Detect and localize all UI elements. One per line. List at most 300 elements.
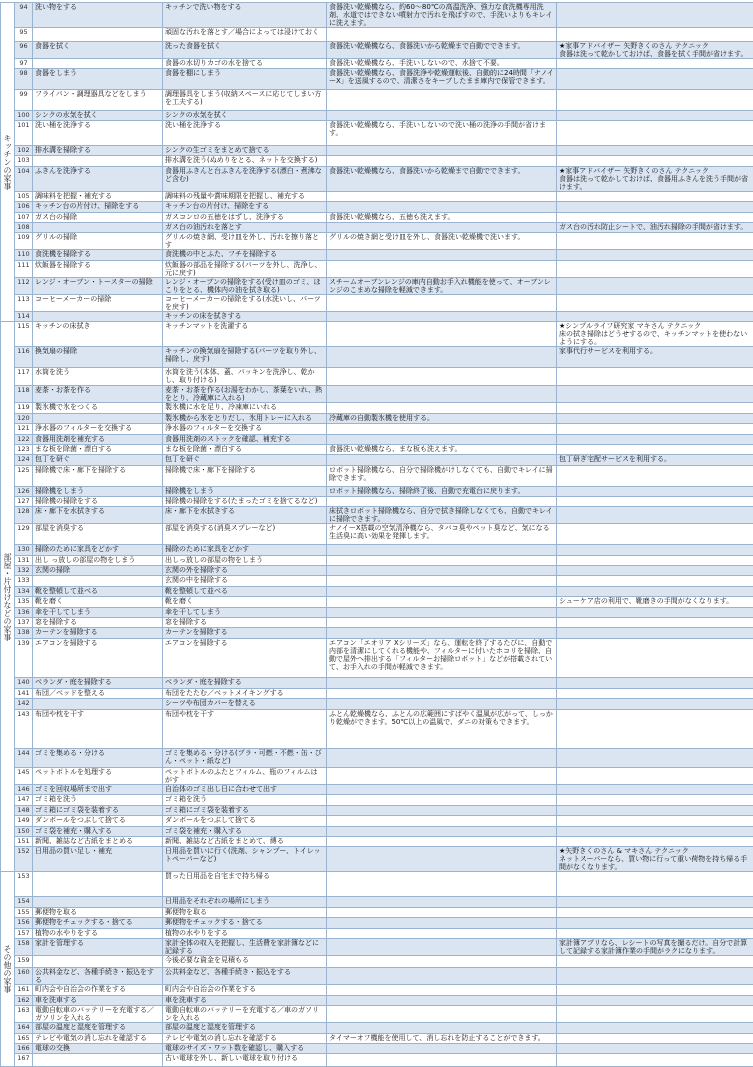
table-row xyxy=(1,68,753,89)
task-detail: ダンボールをつぶして捨てる xyxy=(163,816,327,826)
table-row xyxy=(1,1006,753,1023)
task-detail: 玄関の中を掃除する xyxy=(163,576,327,586)
row-number: 159 xyxy=(15,955,33,967)
row-number: 114 xyxy=(15,311,33,321)
expert-tip xyxy=(557,767,753,784)
appliance-tip xyxy=(327,597,557,607)
row-number: 118 xyxy=(15,385,33,403)
row-number: 106 xyxy=(15,202,33,212)
task-name: 靴を磨く xyxy=(33,597,163,607)
appliance-tip: タイマーオフ機能を使用して、消し忘れを防止することができます。 xyxy=(327,1033,557,1043)
expert-tip xyxy=(557,156,753,166)
table-row xyxy=(1,638,753,678)
appliance-tip xyxy=(327,826,557,836)
expert-tip xyxy=(557,678,753,688)
row-number: 157 xyxy=(15,928,33,938)
expert-tip: ガス台の汚れ防止シートで、油汚れ掃除の手間が省けます。 xyxy=(557,222,753,232)
expert-tip xyxy=(557,202,753,212)
task-name xyxy=(33,311,163,321)
task-name: レンジ・オーブン・トースターの掃除 xyxy=(33,277,163,294)
task-detail: 掃除機で床・廊下を掃除する xyxy=(163,465,327,486)
task-name: キッチン台の片付け、掃除をする xyxy=(33,202,163,212)
appliance-tip xyxy=(327,222,557,232)
task-name: 布団や枕を干す xyxy=(33,709,163,749)
task-detail: 自治体のゴミ出し日に合わせて出す xyxy=(163,784,327,794)
expert-tip xyxy=(557,413,753,423)
task-name: 掃除のために家具をどかす xyxy=(33,545,163,555)
task-name: ゴミ箱を洗う xyxy=(33,795,163,805)
table-row xyxy=(1,403,753,413)
appliance-tip: ロボット掃除機なら、掃除終了後、自動で充電台に戻ります。 xyxy=(327,486,557,496)
table-row xyxy=(1,545,753,555)
expert-tip xyxy=(557,995,753,1005)
task-detail: ゴミ箱にゴミ袋を装着する xyxy=(163,805,327,815)
appliance-tip xyxy=(327,907,557,917)
appliance-tip: 食器洗い乾燥機なら、食器洗いから乾燥まで自動でできます。 xyxy=(327,166,557,191)
row-number: 131 xyxy=(15,555,33,565)
row-number: 134 xyxy=(15,586,33,596)
task-detail: 排水溝を洗う(ぬめりをとる、ネットを交換する) xyxy=(163,156,327,166)
task-detail: エアコンを掃除する xyxy=(163,638,327,678)
row-number: 138 xyxy=(15,628,33,638)
appliance-tip xyxy=(327,795,557,805)
appliance-tip xyxy=(327,805,557,815)
task-detail: 玄関の外を掃除する xyxy=(163,566,327,576)
task-detail: 靴を整頓して並べる xyxy=(163,586,327,596)
appliance-tip xyxy=(327,424,557,434)
appliance-tip: 冷蔵庫の自動製氷機を使用する。 xyxy=(327,413,557,423)
task-name: 包丁を研ぐ xyxy=(33,455,163,465)
task-name: 靴を整頓して並べる xyxy=(33,586,163,596)
table-row xyxy=(1,413,753,423)
appliance-tip xyxy=(327,191,557,201)
task-detail: 布団や枕を干す xyxy=(163,709,327,749)
task-detail: 郵便物をチェックする・捨てる xyxy=(163,918,327,928)
table-row xyxy=(1,465,753,486)
expert-tip: 家事代行サービスを利用する。 xyxy=(557,347,753,368)
task-name xyxy=(33,413,163,423)
expert-tip xyxy=(557,576,753,586)
task-name xyxy=(33,897,163,907)
row-number: 136 xyxy=(15,607,33,617)
appliance-tip: 食器洗い乾燥機なら、手洗いしないので、水捨て不要。 xyxy=(327,58,557,68)
expert-tip xyxy=(557,545,753,555)
task-detail: シーツや布団カバーを替える xyxy=(163,699,327,709)
appliance-tip xyxy=(327,576,557,586)
task-name: 食器用洗剤を補充する xyxy=(33,434,163,444)
row-number: 124 xyxy=(15,455,33,465)
expert-tip xyxy=(557,955,753,967)
task-name: 電動自転車のバッテリーを充電する／ガソリンを入れる xyxy=(33,1006,163,1023)
task-name: 床・廊下を水拭きする xyxy=(33,507,163,524)
table-row xyxy=(1,311,753,321)
task-detail: ゴミを集める・分ける(プラ・可燃・不燃・缶・びん・ペット・紙など) xyxy=(163,749,327,768)
row-number: 139 xyxy=(15,638,33,678)
row-number: 101 xyxy=(15,120,33,145)
appliance-tip xyxy=(327,749,557,768)
row-number: 115 xyxy=(15,322,33,347)
row-number: 130 xyxy=(15,545,33,555)
appliance-tip xyxy=(327,985,557,995)
task-name: ゴミ箱にゴミ袋を装着する xyxy=(33,805,163,815)
task-name: 排水溝を掃除する xyxy=(33,145,163,155)
row-number: 103 xyxy=(15,156,33,166)
task-detail: 包丁を研ぐ xyxy=(163,455,327,465)
task-detail: 買った日用品を自宅まで持ち帰る xyxy=(163,872,327,897)
task-name: 食洗機を掃除する xyxy=(33,250,163,260)
task-name: 新聞、雑誌など古紙をまとめる xyxy=(33,836,163,846)
table-row xyxy=(1,607,753,617)
expert-tip xyxy=(557,465,753,486)
appliance-tip xyxy=(327,1023,557,1033)
task-detail: ゴミ箱を洗う xyxy=(163,795,327,805)
task-detail: ベランダ・庭を掃除する xyxy=(163,678,327,688)
task-detail: 電動自転車のバッテリーを充電する／車のガソリンを入れる xyxy=(163,1006,327,1023)
row-number: 100 xyxy=(15,110,33,120)
task-name: 掃除機をしまう xyxy=(33,486,163,496)
expert-tip xyxy=(557,586,753,596)
task-name: 換気扇の掃除 xyxy=(33,347,163,368)
table-row xyxy=(1,202,753,212)
task-detail: 部屋を消臭する(消臭スプレーなど) xyxy=(163,524,327,545)
task-detail: 調味料の残量や賞味期限を把握し、補充する xyxy=(163,191,327,201)
task-detail: 浄水器のフィルターを交換する xyxy=(163,424,327,434)
expert-tip xyxy=(557,145,753,155)
table-row xyxy=(1,41,753,58)
row-number: 110 xyxy=(15,250,33,260)
expert-tip: ★シンプルライフ研究家 マキさん テクニック 床の拭き掃除はどうせするので、キッチンマットを使わないようにする。 xyxy=(557,322,753,347)
expert-tip xyxy=(557,120,753,145)
expert-tip: ★家事アドバイザー 矢野きくのさん テクニック 食器は洗って乾かしておけば、食器を拭く手間が省けます。 xyxy=(557,41,753,58)
expert-tip xyxy=(557,836,753,846)
task-name: まな板を除菌・漂白する xyxy=(33,444,163,454)
task-name xyxy=(33,156,163,166)
expert-tip xyxy=(557,497,753,507)
expert-tip xyxy=(557,507,753,524)
table-row xyxy=(1,872,753,897)
table-row xyxy=(1,120,753,145)
task-name xyxy=(33,872,163,897)
row-number: 163 xyxy=(15,1006,33,1023)
appliance-tip: 食器洗い乾燥機なら、まな板も洗えます。 xyxy=(327,444,557,454)
row-number: 109 xyxy=(15,233,33,250)
table-row xyxy=(1,89,753,110)
task-name xyxy=(33,222,163,232)
task-detail: 植物の水やりをする xyxy=(163,928,327,938)
chore-table-body xyxy=(1,3,753,1067)
task-name: ゴミを回収場所まで出す xyxy=(33,784,163,794)
row-number: 95 xyxy=(15,28,33,42)
row-number: 111 xyxy=(15,260,33,277)
expert-tip xyxy=(557,638,753,678)
table-row xyxy=(1,424,753,434)
task-detail: 日用品を買いに行く(洗剤、シャンプー、トイレットペーパーなど) xyxy=(163,847,327,872)
appliance-tip: 食器洗い乾燥機なら、食器洗浄や乾燥運転後、自動的に24時間「ナノイーX」を送風するので、清潔さをキープしたまま庫内で保管できます。 xyxy=(327,68,557,89)
row-number: 153 xyxy=(15,872,33,897)
expert-tip xyxy=(557,3,753,28)
task-detail: ゴミ袋を補充・購入する xyxy=(163,826,327,836)
appliance-tip xyxy=(327,1006,557,1023)
appliance-tip xyxy=(327,872,557,897)
task-name: 郵便物を取る xyxy=(33,907,163,917)
row-number: 147 xyxy=(15,795,33,805)
expert-tip: ★家事アドバイザー 矢野きくのさん テクニック 食器は洗って乾かしておけば、食器用ふきんを洗う手間が省けます。 xyxy=(557,166,753,191)
table-row xyxy=(1,897,753,907)
task-name: 玄関の掃除 xyxy=(33,566,163,576)
row-number: 122 xyxy=(15,434,33,444)
expert-tip xyxy=(557,1044,753,1054)
expert-tip xyxy=(557,618,753,628)
task-name xyxy=(33,576,163,586)
table-row xyxy=(1,156,753,166)
task-detail: コーヒーメーカーの掃除をする(水洗いし、パーツを戻す) xyxy=(163,294,327,311)
appliance-tip xyxy=(327,403,557,413)
expert-tip xyxy=(557,709,753,749)
appliance-tip xyxy=(327,110,557,120)
task-name: エアコンを掃除する xyxy=(33,638,163,678)
appliance-tip xyxy=(327,89,557,110)
appliance-tip xyxy=(327,928,557,938)
row-number: 117 xyxy=(15,367,33,385)
expert-tip xyxy=(557,28,753,42)
task-detail: キッチンの床を拭きする xyxy=(163,311,327,321)
expert-tip xyxy=(557,928,753,938)
row-number: 158 xyxy=(15,938,33,955)
table-row xyxy=(1,486,753,496)
table-row xyxy=(1,847,753,872)
table-row xyxy=(1,597,753,607)
task-detail: 掃除のために家具をどかす xyxy=(163,545,327,555)
table-row xyxy=(1,3,753,28)
row-number: 126 xyxy=(15,486,33,496)
task-detail: 洗い桶を洗浄する xyxy=(163,120,327,145)
table-row xyxy=(1,367,753,385)
row-number: 97 xyxy=(15,58,33,68)
expert-tip xyxy=(557,907,753,917)
task-name: 布団／ベッドを整える xyxy=(33,688,163,698)
task-detail: シンクの水気を拭く xyxy=(163,110,327,120)
task-detail: カーテンを掃除する xyxy=(163,628,327,638)
appliance-tip xyxy=(327,250,557,260)
table-row xyxy=(1,816,753,826)
row-number: 96 xyxy=(15,41,33,58)
appliance-tip xyxy=(327,767,557,784)
task-name: グリルの掃除 xyxy=(33,233,163,250)
row-number: 108 xyxy=(15,222,33,232)
appliance-tip xyxy=(327,347,557,368)
table-row xyxy=(1,322,753,347)
expert-tip xyxy=(557,260,753,277)
expert-tip xyxy=(557,795,753,805)
appliance-tip xyxy=(327,618,557,628)
task-name: 洗い物をする xyxy=(33,3,163,28)
task-detail: 水筒を洗う(本体、蓋、パッキンを洗浄し、乾かし、取り付ける) xyxy=(163,367,327,385)
task-name xyxy=(33,28,163,42)
row-number: 104 xyxy=(15,166,33,191)
row-number: 121 xyxy=(15,424,33,434)
appliance-tip xyxy=(327,784,557,794)
task-detail: 炊飯器の部品を掃除する(パーツを外し、洗浄し、元に戻す) xyxy=(163,260,327,277)
appliance-tip: ふとん乾燥機なら、ふとんの広範囲にすばやく温風が広がって、しっかり乾燥ができます。50℃以上の温風で、ダニの対策もできます。 xyxy=(327,709,557,749)
expert-tip xyxy=(557,897,753,907)
row-number: 102 xyxy=(15,145,33,155)
task-name: 窓を掃除する xyxy=(33,618,163,628)
task-detail: キッチンの換気扇を掃除する(パーツを取り外し、掃除し、戻す) xyxy=(163,347,327,368)
table-row xyxy=(1,618,753,628)
task-detail: キッチンマットを洗濯する xyxy=(163,322,327,347)
task-name xyxy=(33,1054,163,1066)
appliance-tip xyxy=(327,607,557,617)
task-name: 炊飯器を掃除する xyxy=(33,260,163,277)
task-name: コーヒーメーカーの掃除 xyxy=(33,294,163,311)
row-number: 120 xyxy=(15,413,33,423)
task-name: 郵便物をチェックする・捨てる xyxy=(33,918,163,928)
table-row xyxy=(1,28,753,42)
table-row xyxy=(1,826,753,836)
task-detail: グリルの焼き網、受け皿を外し、汚れを擦り落とす xyxy=(163,233,327,250)
expert-tip xyxy=(557,191,753,201)
expert-tip xyxy=(557,110,753,120)
task-name: ガス台の掃除 xyxy=(33,212,163,222)
row-number: 129 xyxy=(15,524,33,545)
category-cell xyxy=(1,322,15,872)
task-name: フライパン・調理器具などをしまう xyxy=(33,89,163,110)
row-number: 149 xyxy=(15,816,33,826)
task-name: ダンボールをつぶして捨てる xyxy=(33,816,163,826)
table-row xyxy=(1,385,753,403)
appliance-tip: ロボット掃除機なら、自分で掃除機がけしなくても、自動でキレイに掃除できます。 xyxy=(327,465,557,486)
task-detail: 食器の水切りカゴの水を捨てる xyxy=(163,58,327,68)
row-number: 135 xyxy=(15,597,33,607)
table-row xyxy=(1,166,753,191)
task-name: ゴミを集める・分ける xyxy=(33,749,163,768)
expert-tip xyxy=(557,486,753,496)
expert-tip xyxy=(557,403,753,413)
table-row xyxy=(1,628,753,638)
row-number: 148 xyxy=(15,805,33,815)
task-name: 食器を拭く xyxy=(33,41,163,58)
row-number: 137 xyxy=(15,618,33,628)
expert-tip: 家計簿アプリなら、レシートの写真を撮るだけ。自分で計算して記録する家計簿作業の手間がラクになります。 xyxy=(557,938,753,955)
table-row xyxy=(1,191,753,201)
task-name: テレビや電気の消し忘れを確認する xyxy=(33,1033,163,1043)
table-row xyxy=(1,586,753,596)
row-number: 160 xyxy=(15,968,33,985)
row-number: 161 xyxy=(15,985,33,995)
appliance-tip xyxy=(327,678,557,688)
row-number: 150 xyxy=(15,826,33,836)
task-detail: 食器用洗剤のストックを確認、補充する xyxy=(163,434,327,444)
row-number: 107 xyxy=(15,212,33,222)
row-number: 127 xyxy=(15,497,33,507)
appliance-tip xyxy=(327,566,557,576)
row-number: 165 xyxy=(15,1033,33,1043)
appliance-tip xyxy=(327,28,557,42)
expert-tip xyxy=(557,688,753,698)
expert-tip xyxy=(557,968,753,985)
appliance-tip xyxy=(327,1044,557,1054)
expert-tip xyxy=(557,1033,753,1043)
expert-tip xyxy=(557,826,753,836)
task-detail: 食器用ふきんと台ふきんを洗浄する(漂白・煮沸など含む) xyxy=(163,166,327,191)
task-name: キッチンの床拭き xyxy=(33,322,163,347)
appliance-tip xyxy=(327,836,557,846)
appliance-tip xyxy=(327,699,557,709)
expert-tip xyxy=(557,250,753,260)
table-row xyxy=(1,507,753,524)
appliance-tip xyxy=(327,455,557,465)
task-detail: 出しっ放しの部屋の物をしまう xyxy=(163,555,327,565)
task-name: 浄水器のフィルターを交換する xyxy=(33,424,163,434)
task-detail: 製氷機から氷をとりだし、氷用トレーに入れる xyxy=(163,413,327,423)
expert-tip: 包丁研ぎ宅配サービスを利用する。 xyxy=(557,455,753,465)
appliance-tip: ナノイーX搭載の空気清浄機なら、タバコ臭やペット臭など、気になる生活臭に高い効果を発揮します。 xyxy=(327,524,557,545)
table-row xyxy=(1,1044,753,1054)
task-detail: 今後必要な資金を見積もる xyxy=(163,955,327,967)
table-row xyxy=(1,995,753,1005)
task-detail: まな板を除菌・漂白する xyxy=(163,444,327,454)
task-detail: 古い電球を外し、新しい電球を取り付ける xyxy=(163,1054,327,1066)
task-detail: 食洗機の中とふた、フチを掃除する xyxy=(163,250,327,260)
appliance-tip xyxy=(327,202,557,212)
task-detail: 布団をたたむ／ベットメイキングする xyxy=(163,688,327,698)
appliance-tip xyxy=(327,156,557,166)
table-row xyxy=(1,110,753,120)
row-number: 113 xyxy=(15,294,33,311)
task-detail: 家計全体の収入を把握し、生活費を家計簿などに記録する xyxy=(163,938,327,955)
appliance-tip xyxy=(327,995,557,1005)
table-row xyxy=(1,688,753,698)
row-number: 128 xyxy=(15,507,33,524)
row-number: 141 xyxy=(15,688,33,698)
expert-tip: ★矢野きくのさん & マキさん テクニック ネットスーパーなら、買い物に行って重い荷物を持ち帰る手間がなくなります。 xyxy=(557,847,753,872)
table-row xyxy=(1,1033,753,1043)
task-name: ゴミ袋を補充・購入する xyxy=(33,826,163,836)
row-number: 98 xyxy=(15,68,33,89)
row-number: 116 xyxy=(15,347,33,368)
task-name xyxy=(33,955,163,967)
row-number: 144 xyxy=(15,749,33,768)
table-row xyxy=(1,347,753,368)
task-name xyxy=(33,58,163,68)
row-number: 167 xyxy=(15,1054,33,1066)
expert-tip xyxy=(557,555,753,565)
task-detail: 食器を棚にしまう xyxy=(163,68,327,89)
table-row xyxy=(1,749,753,768)
appliance-tip xyxy=(327,294,557,311)
category-cell xyxy=(1,872,15,1067)
appliance-tip: 食器洗い乾燥機なら、約60～80℃の高温洗浄、強力な食洗機専用洗剤、水道ではできない噴射力で汚れを飛ばすので、手洗いよりもキレイに洗えます。 xyxy=(327,3,557,28)
task-name: ふきんを洗浄する xyxy=(33,166,163,191)
task-detail: 製氷機に水を足り、冷凍庫にいれる xyxy=(163,403,327,413)
row-number: 119 xyxy=(15,403,33,413)
task-detail: 靴を磨く xyxy=(163,597,327,607)
task-detail: ガス台の油汚れを落とす xyxy=(163,222,327,232)
task-detail: 傘を干してしまう xyxy=(163,607,327,617)
table-row xyxy=(1,434,753,444)
appliance-tip xyxy=(327,1054,557,1066)
task-name: 掃除機で床・廊下を掃除する xyxy=(33,465,163,486)
expert-tip xyxy=(557,311,753,321)
expert-tip xyxy=(557,58,753,68)
task-name: ベランダ・庭を掃除する xyxy=(33,678,163,688)
expert-tip xyxy=(557,699,753,709)
task-detail: 窓を掃除する xyxy=(163,618,327,628)
task-detail: ペットボトルのふたとフィルム、瓶のフィルムはがす xyxy=(163,767,327,784)
task-name: 製氷機で氷をつくる xyxy=(33,403,163,413)
expert-tip xyxy=(557,816,753,826)
table-row xyxy=(1,524,753,545)
